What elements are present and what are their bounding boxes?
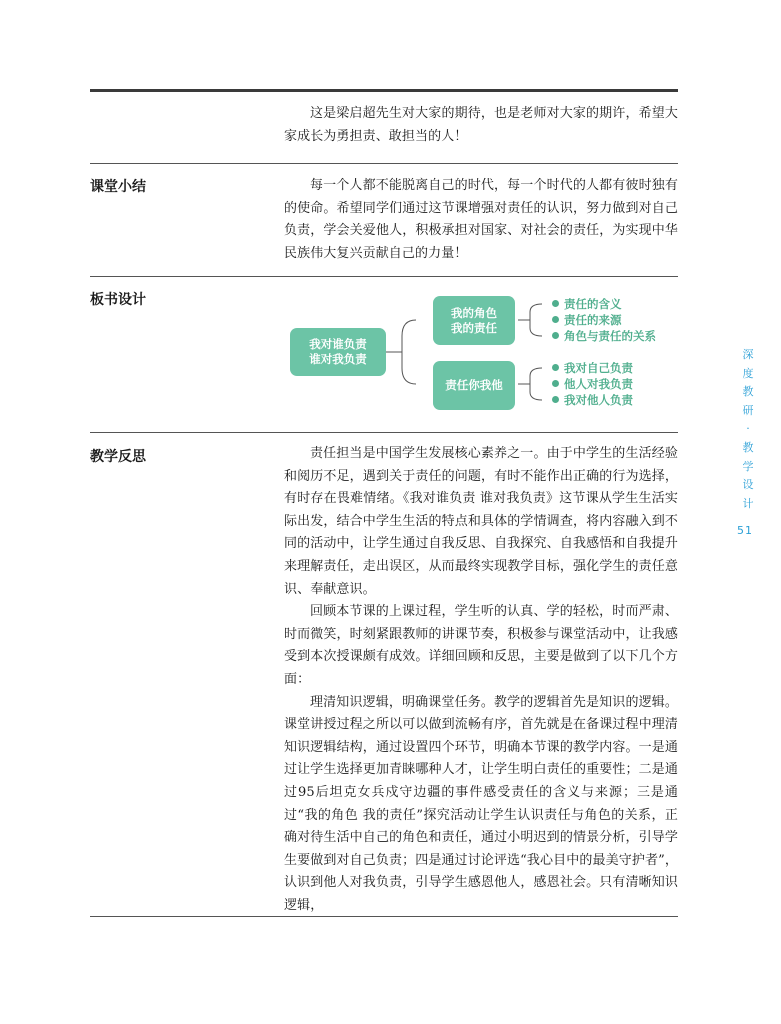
reflection-paragraph: 回顾本节课的上课过程，学生听的认真、学的轻松，时而严肃、时而微笑，时刻紧跟教师的讲课节奏，积极参与课堂活动中，让我感受到本次授课颇有成效。详细回顾和反思，主要是做到了以下几个方面： xyxy=(284,604,678,687)
bullet-item: 我对自己负责 xyxy=(552,360,633,376)
branch1-line: 我的责任 xyxy=(451,320,497,335)
branch1-line: 我的角色 xyxy=(451,305,497,320)
branch2-line: 责任你我他 xyxy=(445,378,503,392)
sidebar-char: 计 xyxy=(742,496,754,510)
reflection-paragraph: 责任担当是中国学生发展核心素养之一。由于中学生的生活经验和阅历不足，遇到关于责任的问题，有时不能作出正确的行为选择，有时存在畏难情绪。《我对谁负责 谁对我负责》这节课从学生生活实际出发，结合中学生生活的特点和具体的学情调查，将内容融入到不同的活动中，让学生通过自我反思、自我探究、自我感悟和自我提升来理解责任，走出误区，从而最终实现教学目标，强化学生的责任意识、奉献意识。 xyxy=(284,446,678,597)
section-label-reflection: 教学反思 xyxy=(90,449,146,465)
section-label-board: 板书设计 xyxy=(90,292,146,308)
sidebar-char: 深 xyxy=(742,348,754,361)
divider xyxy=(90,163,678,164)
branch2-items xyxy=(552,360,633,408)
bullet-dot-icon xyxy=(552,364,559,371)
summary-text: 每一个人都不能脱离自己的时代，每一个时代的人都有彼时独有的使命。希望同学们通过这节课增强对责任的认识，努力做到对自己负责，学会关爱他人，积极承担对国家、对社会的责任，为实现中华民族伟大复兴贡献自己的力量！ xyxy=(284,178,678,261)
bullet-item: 他人对我负责 xyxy=(552,376,633,392)
branch1-box xyxy=(433,296,515,345)
bullet-dot-icon xyxy=(552,396,559,403)
root-line: 我对谁负责 xyxy=(309,337,367,351)
bullet-item: 角色与责任的关系 xyxy=(552,328,656,344)
bullet-dot-icon xyxy=(552,300,559,307)
top-rule xyxy=(90,89,678,92)
reflection-text xyxy=(284,443,678,917)
bullet-item: 我对他人负责 xyxy=(552,392,633,408)
bullet-item: 责任的来源 xyxy=(552,312,656,328)
divider xyxy=(90,276,678,277)
intro-text: 这是梁启超先生对大家的期待，也是老师对大家的期许，希望大家成长为勇担责、敢担当的人！ xyxy=(284,106,678,144)
branch2-box xyxy=(433,361,515,410)
branch1-items xyxy=(552,296,656,344)
bottom-rule xyxy=(90,916,678,917)
root-line: 谁对我负责 xyxy=(309,352,367,366)
sidebar-char: 教 xyxy=(742,385,754,399)
sidebar-vertical-title xyxy=(740,346,756,513)
sidebar-char: 度 xyxy=(742,366,754,380)
page-number: 51 xyxy=(737,524,753,537)
reflection-paragraph: 理清知识逻辑，明确课堂任务。教学的逻辑首先是知识的逻辑。课堂讲授过程之所以可以做到流畅有序，首先就是在备课过程中理清知识逻辑结构，通过设置四个环节，明确本节课的教学内容。一是通过让学生选择更加青睐哪种人才，让学生明白责任的重要性；二是通过95后坦克女兵戍守边疆的事件感受责任的含义与来源；三是通过“我的角色 我的责任”探究活动让学生认识责任与角色的关系，正确对待生活中自己的角色和责任，通过小明迟到的情景分析，引导学生要做到对自己负责；四是通过讨论评选“我心目中的最美守护者”，认识到他人对我负责，引导学生感恩他人，感恩社会。只有清晰知识逻辑， xyxy=(284,694,678,913)
bullet-dot-icon xyxy=(552,316,559,323)
bullet-item: 责任的含义 xyxy=(552,296,656,312)
bullet-dot-icon xyxy=(552,332,559,339)
sidebar-char: 研 xyxy=(742,403,754,417)
board-mind-map xyxy=(290,296,680,414)
sidebar-char: 学 xyxy=(742,459,754,473)
sidebar-char: 教 xyxy=(742,440,754,454)
section-label-summary: 课堂小结 xyxy=(90,179,146,195)
sidebar-char: · xyxy=(746,422,750,436)
sidebar-char: 设 xyxy=(742,478,754,492)
bullet-dot-icon xyxy=(552,380,559,387)
divider xyxy=(90,432,678,433)
